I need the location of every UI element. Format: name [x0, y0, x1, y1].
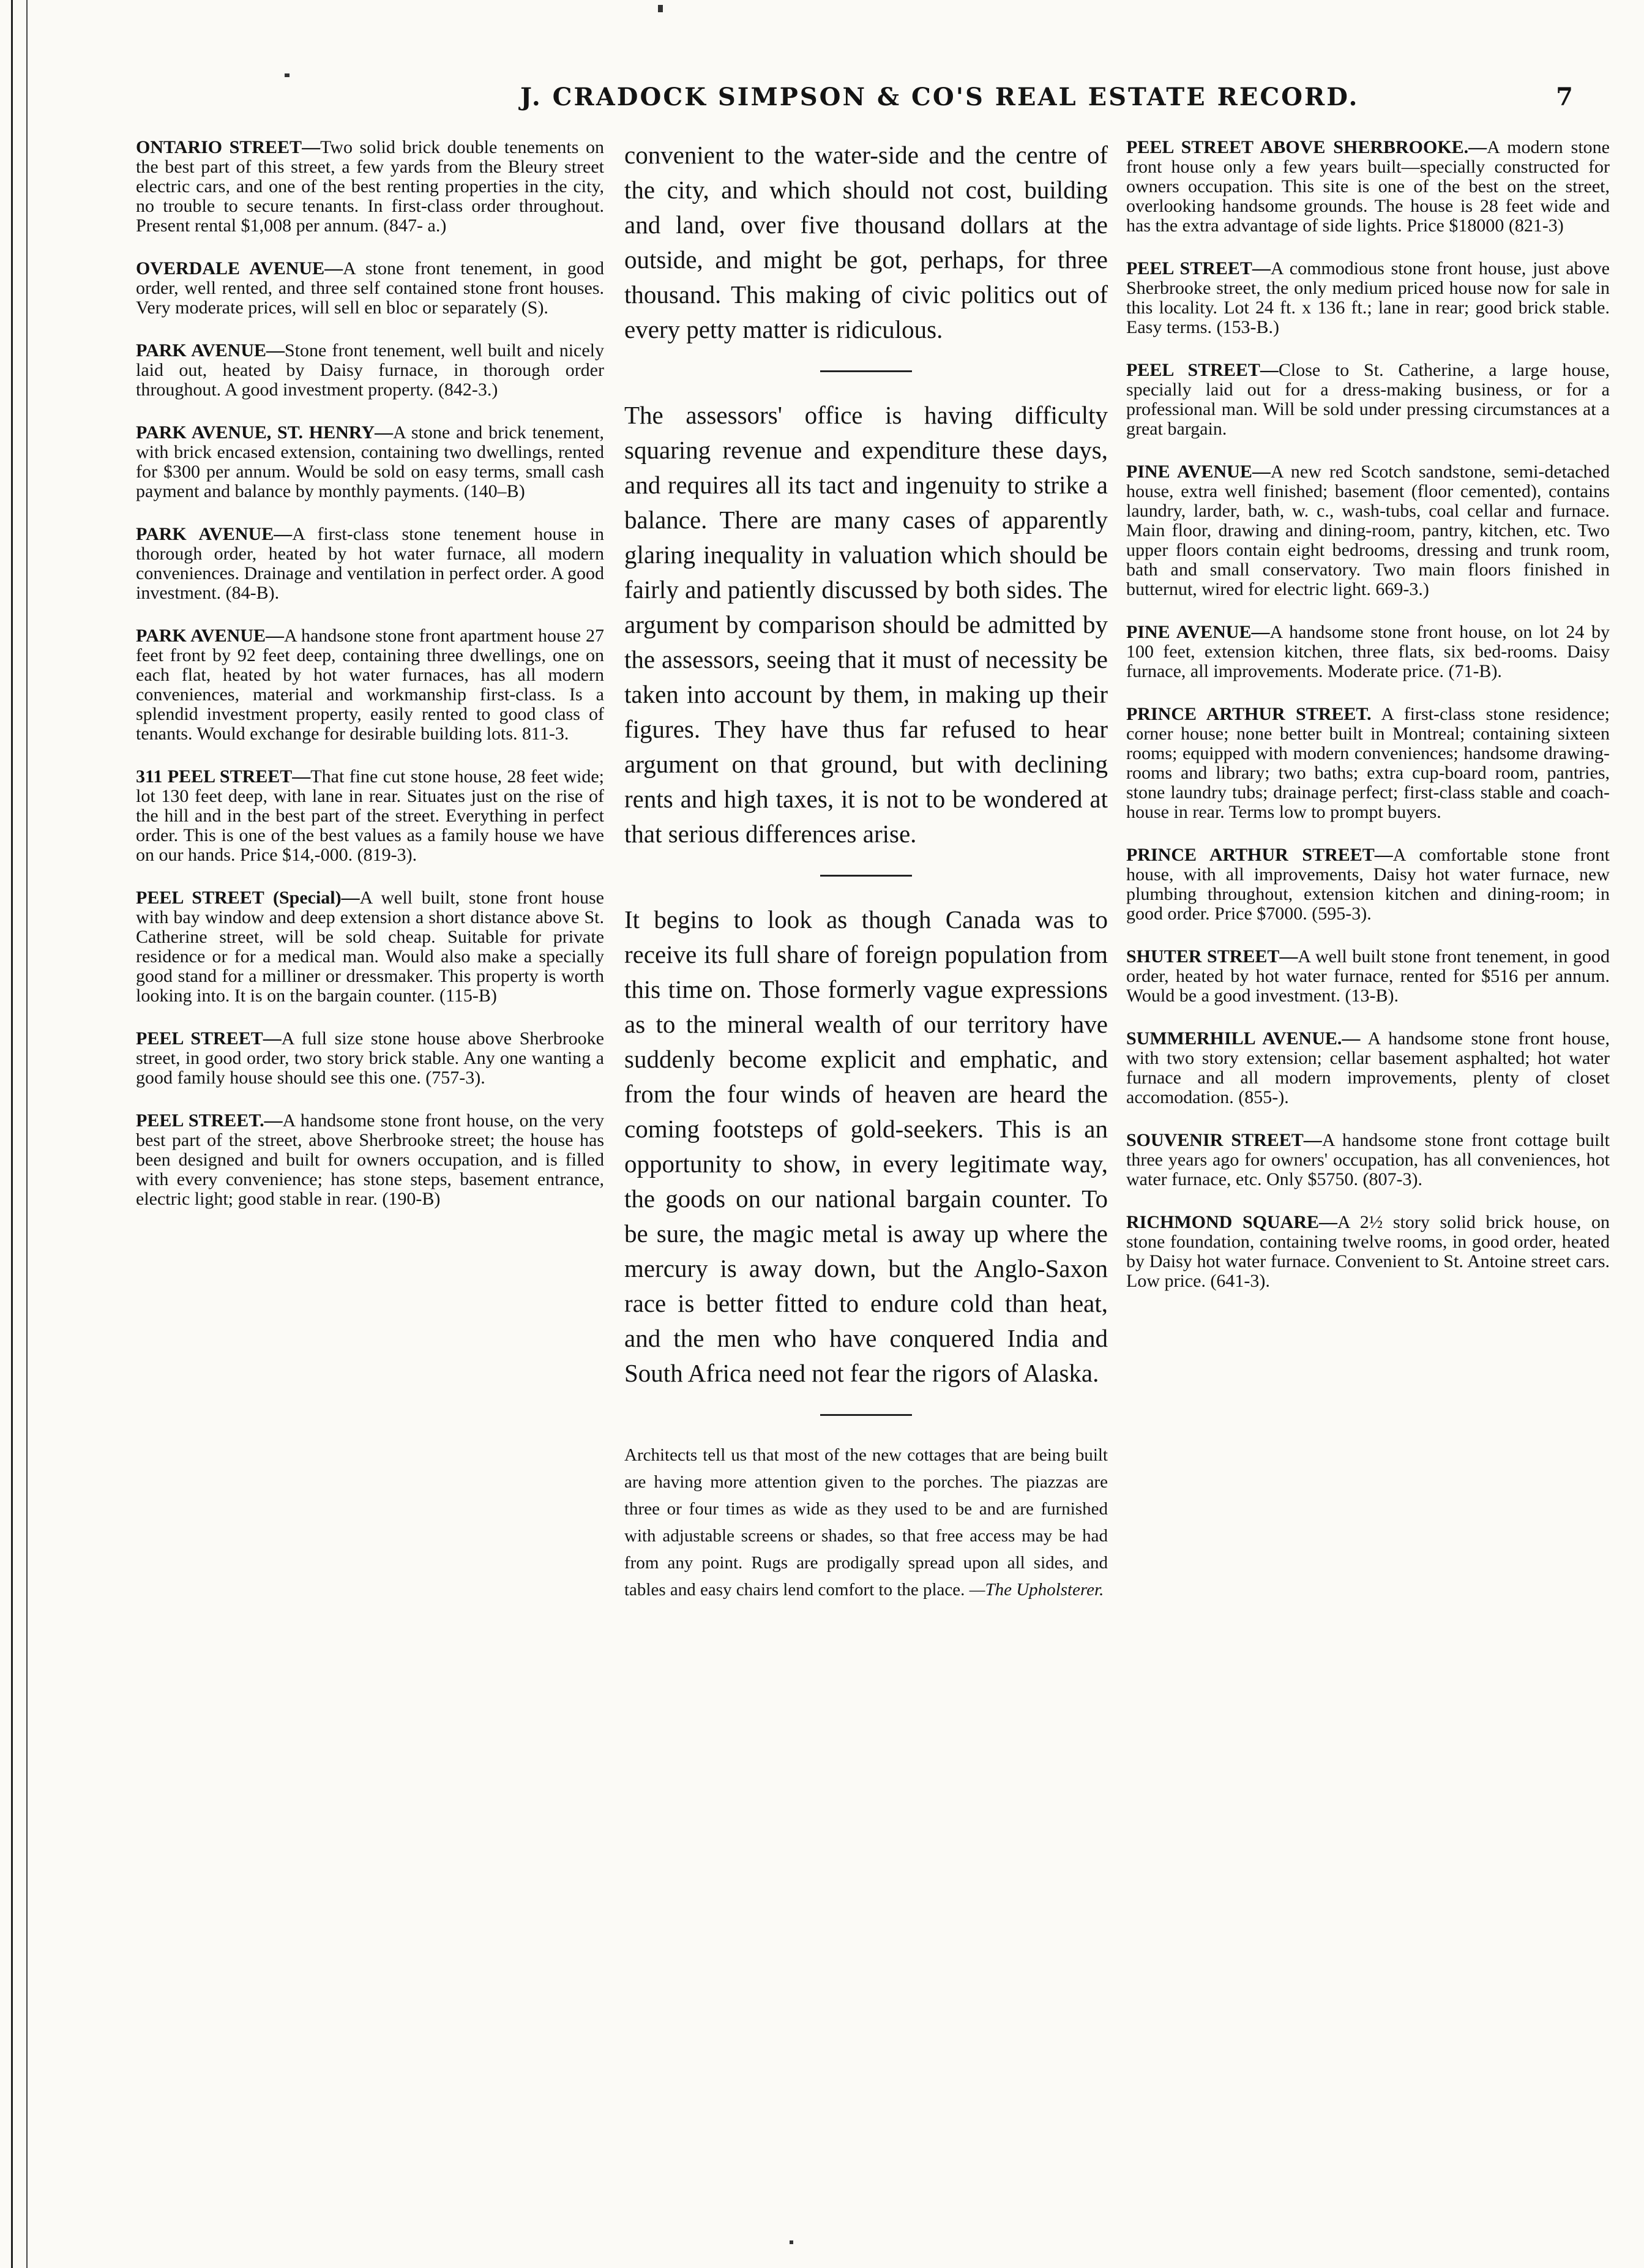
editorial-paragraph-civic: convenient to the water-side and the centre of the city, and which should not cost, building and land, over five thousand dollars at the outside, and might be got, perhaps, for three thousand. This making of civic politics out of every petty matter is ridiculous. — [624, 141, 1108, 343]
listing-park-avenue-2: PARK AVENUE—A first-class stone tenement house in thorough order, heated by hot water furnace, all modern conveniences. Drainage and ventilation in perfect order. A good investment. (84-B). — [136, 524, 604, 603]
listing-park-avenue-3: PARK AVENUE—A handsone stone front apartment house 27 feet front by 92 feet deep, containing three dwellings, one on each flat, heated by hot water furnaces, has all modern conveniences, material and workmanship first-class. Is a splendid investment property, easily rented to good class of tenants. Would exchange for desirable building lots. 811-3. — [136, 626, 605, 744]
column-editorial — [624, 138, 1108, 1621]
listing-richmond-square: RICHMOND SQUARE—A 2½ story solid brick house, on stone foundation, containing twelve rooms, in good order, heated by Daisy hot water furnace. Convenient to St. Antoine street cars. Low price. (641-3). — [1126, 1212, 1610, 1291]
editorial-paragraph-assessors: The assessors' office is having difficulty squaring revenue and expenditure these days, and requires all its tact and ingenuity to strike a balance. There are many cases of apparently glaring inequality in valuation which should be fairly and patiently discussed by both sides. The argument by comparison should be admitted by the assessors, seeing that it must of necessity be taken into account by them, in making up their figures. They have thus far refused to hear argument on that ground, but with declining rents and high taxes, it is not to be wondered at that serious differences arise. — [624, 401, 1108, 848]
source-credit: —The Upholsterer. — [969, 1580, 1104, 1600]
listing-park-avenue-st-henry: PARK AVENUE, ST. HENRY—A stone and brick tenement, with brick encased extension, containing two dwellings, rented for $300 per annum. Would be sold on easy terms, small cash payment and balance by monthly payments. (140–B) — [136, 422, 604, 501]
section-divider — [820, 370, 912, 372]
listing-peel-street-3: PEEL STREET—A commodious stone front house, just above Sherbrooke street, the only medium priced house now for sale in this locality. Lot 24 ft. x 136 ft.; lane in rear; good brick stable. Easy terms. (153-B.) — [1126, 258, 1610, 337]
page-number: 7 — [1556, 83, 1573, 111]
page-header — [159, 83, 1591, 125]
print-speck — [285, 73, 290, 77]
header-title: J. CRADOCK SIMPSON & CO'S REAL ESTATE RECORD. — [520, 83, 1359, 111]
print-speck — [658, 5, 663, 12]
editorial-paragraph-canada: It begins to look as though Canada was to receive its full share of foreign population from this time on. Those formerly vague expressions as to the mineral wealth of our territory have suddenly become explicit and emphatic, and from the four winds of heaven are heard the coming footsteps of gold-seekers. This is an opportunity to show, in every legitimate way, the goods on our national bargain counter. To be sure, the magic metal is away up where the mercury is away down, but the Anglo-Saxon race is better fitted to endure cold than heat, and the men who have conquered India and South Africa need not fear the rigors of Alaska. — [624, 905, 1108, 1387]
listing-peel-street-1: PEEL STREET—A full size stone house above Sherbrooke street, in good order, two story brick stable. Any one wanting a good family house should see this one. (757-3). — [136, 1028, 604, 1088]
listing-peel-street-4: PEEL STREET—Close to St. Catherine, a large house, specially laid out for a dress-making business, or for a professional man. Will be sold under pressing circumstances at a great bargain. — [1126, 360, 1610, 439]
binding-edge — [11, 0, 56, 2268]
listing-peel-street-special: PEEL STREET (Special)—A well built, stone front house with bay window and deep extension a short distance above St. Catherine street, will be sold cheap. Suitable for private residence or for a medical man. Would also make a specially good stand for a milliner or dressmaker. This property is worth looking into. It is on the bargain counter. (115-B) — [136, 888, 604, 1006]
listing-souvenir-street: SOUVENIR STREET—A handsome stone front cottage built three years ago for owners' occupation, has all conveniences, hot water furnace, etc. Only $5750. (807-3). — [1126, 1130, 1610, 1189]
column-listings-left — [136, 138, 604, 1232]
section-divider — [820, 1414, 912, 1416]
listing-park-avenue-1: PARK AVENUE—Stone front tenement, well built and nicely laid out, heated by Daisy furnace, in thorough order throughout. A good investment property. (842-3.) — [136, 340, 605, 400]
listing-shuter-street: SHUTER STREET—A well built stone front tenement, in good order, heated by hot water furnace, rented for $516 per annum. Would be a good investment. (13-B). — [1126, 946, 1610, 1006]
listing-prince-arthur-street-1: PRINCE ARTHUR STREET. A first-class stone residence; corner house; none better built in Montreal; containing sixteen rooms; equipped with modern conveniences; handsome drawing-rooms and library; two baths; extra cup-board room, pantries, stone laundry tubs; drainage perfect; first-class stable and coach-house in rear. Terms low to prompt buyers. — [1126, 704, 1610, 822]
listing-peel-street-2: PEEL STREET.—A handsome stone front house, on the very best part of the street, above Sherbrooke street; the house has been designed and built for owners occupation, and is filled with every convenience; has stone steps, basement entrance, electric light; good stable in rear. (190-B) — [136, 1110, 604, 1209]
listing-overdale-avenue: OVERDALE AVENUE—A stone front tenement, in good order, well rented, and three self contained stone front houses. Very moderate prices, will sell en bloc or separately (S). — [136, 258, 604, 318]
listing-prince-arthur-street-2: PRINCE ARTHUR STREET—A comfortable stone front house, with all improvements, Daisy hot water furnace, new plumbing throughout, extension kitchen and dining-room; in good order. Price $7000. (595-3). — [1126, 845, 1610, 924]
column-listings-right — [1126, 138, 1610, 1314]
listing-311-peel-street: 311 PEEL STREET—That fine cut stone house, 28 feet wide; lot 130 feet deep, with lane in rear. Situates just on the rise of the hill and in the best part of the street. Everything in perfect order. This is one of the best values as a family house we have on our hands. Price $14,-000. (819-3). — [136, 766, 604, 865]
listing-ontario-street: ONTARIO STREET—Two solid brick double tenements on the best part of this street, a few yards from the Bleury street electric cars, and one of the best renting properties in the city, no trouble to secure tenants. In first-class order throughout. Present rental $1,008 per annum. (847- a.) — [136, 137, 604, 236]
listing-peel-street-above-sherbrooke: PEEL STREET ABOVE SHERBROOKE.—A modern stone front house only a few years built—specially constructed for owners occupation. This site is one of the best on the street, overlooking handsome grounds. The house is 28 feet wide and has the extra advantage of side lights. Price $18000 (821-3) — [1126, 137, 1610, 236]
listing-summerhill-avenue: SUMMERHILL AVENUE.— A handsome stone front house, with two story extension; cellar basement asphalted; hot water furnace and all modern improvements, plenty of closet accomodation. (855-). — [1126, 1028, 1610, 1107]
listing-pine-avenue-1: PINE AVENUE—A new red Scotch sandstone, semi-detached house, extra well finished; basement (floor cemented), contains laundry, larder, bath, w. c., wash-tubs, coal cellar and furnace. Main floor, drawing and dining-room, pantry, kitchen, etc. Two upper floors contain eight bedrooms, dressing and trunk room, bath and small conservatory. Two main floors finished in butternut, wired for electric light. 669-3.) — [1126, 462, 1610, 599]
editorial-paragraph-architects: Architects tell us that most of the new cottages that are being built are having more attention given to the porches. The piazzas are three or four times as wide as they used to be and are furnished with adjustable screens or shades, so that free access may be had from any point. Rugs are prodigally spread upon all sides, and tables and easy chairs lend comfort to the place. —The Upholsterer. — [624, 1445, 1108, 1600]
section-divider — [820, 875, 912, 877]
print-speck — [790, 2240, 793, 2244]
listing-pine-avenue-2: PINE AVENUE—A handsome stone front house, on lot 24 by 100 feet, extension kitchen, three flats, six bed-rooms. Daisy furnace, all improvements. Moderate price. (71-B). — [1126, 622, 1610, 681]
